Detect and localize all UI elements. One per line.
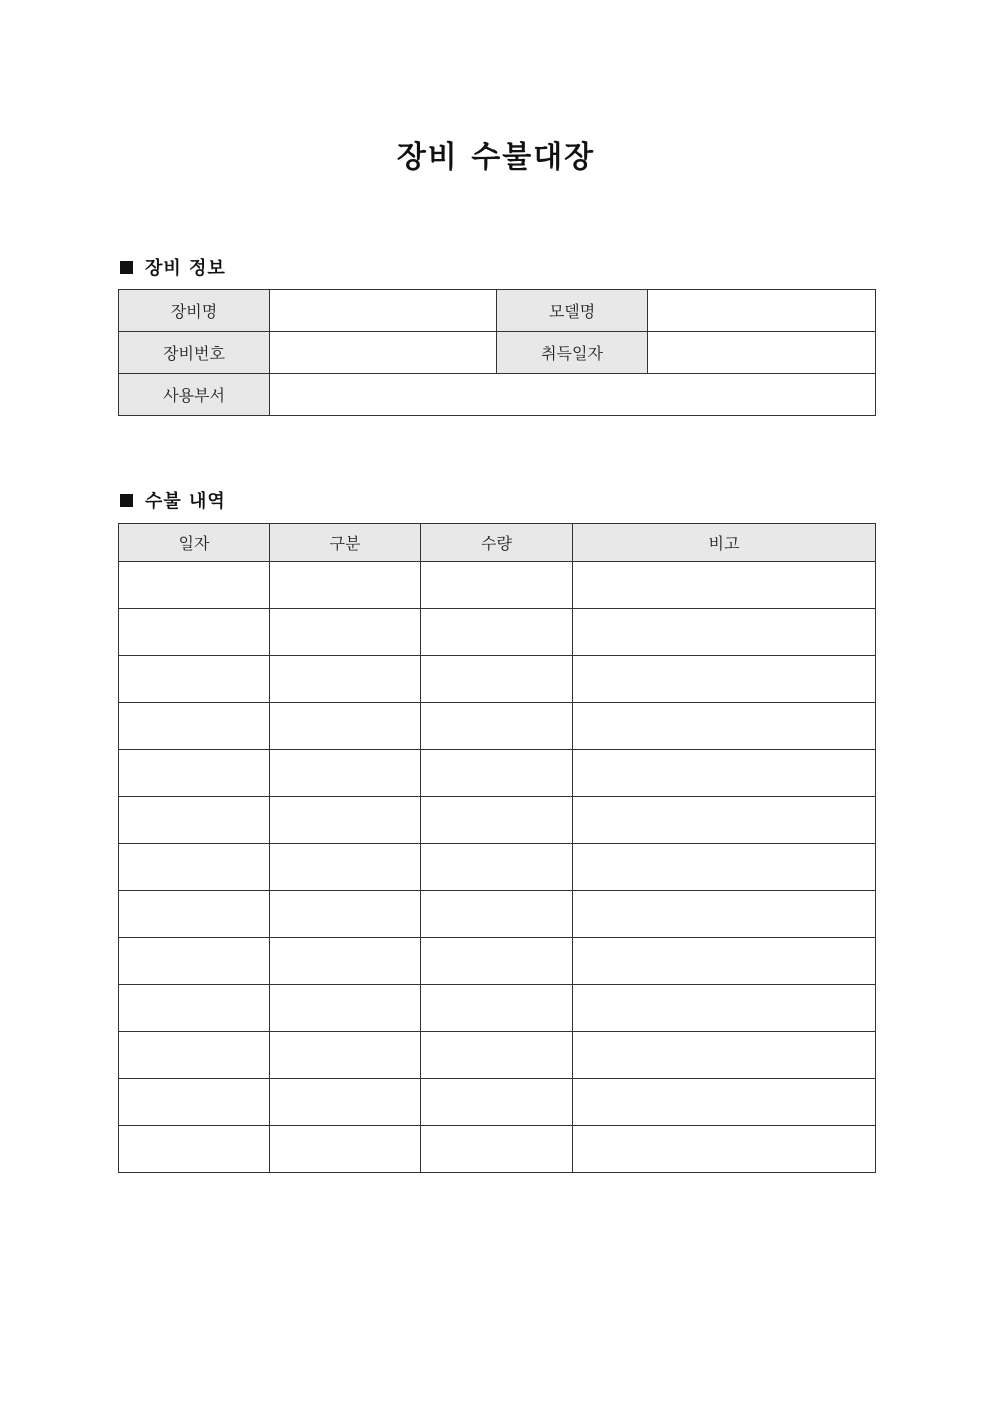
cell-type[interactable]	[270, 609, 421, 656]
cell-type[interactable]	[270, 703, 421, 750]
table-row	[119, 750, 876, 797]
cell-type[interactable]	[270, 1032, 421, 1079]
cell-quantity[interactable]	[421, 1032, 573, 1079]
equipment-name-label: 장비명	[119, 290, 270, 332]
cell-remarks[interactable]	[573, 938, 876, 985]
department-field[interactable]	[270, 374, 876, 416]
cell-quantity[interactable]	[421, 562, 573, 609]
cell-quantity[interactable]	[421, 985, 573, 1032]
table-row	[119, 985, 876, 1032]
cell-remarks[interactable]	[573, 1126, 876, 1173]
column-header-date: 일자	[119, 524, 270, 562]
acquired-date-label: 취득일자	[497, 332, 648, 374]
column-header-remarks: 비고	[573, 524, 876, 562]
cell-type[interactable]	[270, 985, 421, 1032]
equipment-info-table	[118, 289, 876, 416]
cell-remarks[interactable]	[573, 797, 876, 844]
info-row	[119, 374, 876, 416]
cell-date[interactable]	[119, 609, 270, 656]
cell-type[interactable]	[270, 562, 421, 609]
cell-quantity[interactable]	[421, 750, 573, 797]
equipment-info-heading	[120, 254, 226, 280]
cell-remarks[interactable]	[573, 1079, 876, 1126]
cell-type[interactable]	[270, 797, 421, 844]
table-row	[119, 797, 876, 844]
cell-date[interactable]	[119, 938, 270, 985]
cell-date[interactable]	[119, 1126, 270, 1173]
column-header-quantity: 수량	[421, 524, 573, 562]
equipment-info-heading-label: 장비 정보	[145, 258, 226, 279]
square-bullet-icon	[120, 494, 133, 507]
cell-date[interactable]	[119, 891, 270, 938]
equipment-name-field[interactable]	[270, 290, 497, 332]
cell-quantity[interactable]	[421, 703, 573, 750]
document-title: 장비 수불대장	[396, 140, 596, 175]
cell-remarks[interactable]	[573, 562, 876, 609]
cell-type[interactable]	[270, 891, 421, 938]
column-header-type: 구분	[270, 524, 421, 562]
model-name-field[interactable]	[648, 290, 876, 332]
cell-type[interactable]	[270, 656, 421, 703]
cell-quantity[interactable]	[421, 1079, 573, 1126]
table-row	[119, 1079, 876, 1126]
cell-quantity[interactable]	[421, 609, 573, 656]
cell-type[interactable]	[270, 1126, 421, 1173]
cell-date[interactable]	[119, 750, 270, 797]
cell-remarks[interactable]	[573, 844, 876, 891]
cell-quantity[interactable]	[421, 938, 573, 985]
cell-remarks[interactable]	[573, 703, 876, 750]
cell-date[interactable]	[119, 1079, 270, 1126]
department-label: 사용부서	[119, 374, 270, 416]
cell-quantity[interactable]	[421, 844, 573, 891]
cell-quantity[interactable]	[421, 891, 573, 938]
cell-date[interactable]	[119, 797, 270, 844]
cell-date[interactable]	[119, 844, 270, 891]
cell-type[interactable]	[270, 1079, 421, 1126]
cell-date[interactable]	[119, 1032, 270, 1079]
ledger-header-row	[119, 524, 876, 562]
cell-type[interactable]	[270, 844, 421, 891]
ledger-heading-label: 수불 내역	[145, 491, 226, 512]
cell-quantity[interactable]	[421, 797, 573, 844]
cell-remarks[interactable]	[573, 656, 876, 703]
cell-remarks[interactable]	[573, 609, 876, 656]
table-row	[119, 891, 876, 938]
table-row	[119, 938, 876, 985]
equipment-number-label: 장비번호	[119, 332, 270, 374]
acquired-date-field[interactable]	[648, 332, 876, 374]
cell-type[interactable]	[270, 750, 421, 797]
cell-date[interactable]	[119, 703, 270, 750]
cell-quantity[interactable]	[421, 656, 573, 703]
cell-type[interactable]	[270, 938, 421, 985]
cell-remarks[interactable]	[573, 985, 876, 1032]
table-row	[119, 609, 876, 656]
cell-remarks[interactable]	[573, 1032, 876, 1079]
ledger-heading	[120, 487, 226, 513]
equipment-number-field[interactable]	[270, 332, 497, 374]
cell-remarks[interactable]	[573, 750, 876, 797]
table-row	[119, 656, 876, 703]
ledger-body	[119, 562, 876, 1173]
cell-remarks[interactable]	[573, 891, 876, 938]
cell-date[interactable]	[119, 656, 270, 703]
cell-date[interactable]	[119, 562, 270, 609]
table-row	[119, 1032, 876, 1079]
cell-quantity[interactable]	[421, 1126, 573, 1173]
model-name-label: 모델명	[497, 290, 648, 332]
table-row	[119, 562, 876, 609]
info-row	[119, 290, 876, 332]
table-row	[119, 1126, 876, 1173]
square-bullet-icon	[120, 261, 133, 274]
info-row	[119, 332, 876, 374]
cell-date[interactable]	[119, 985, 270, 1032]
ledger-table	[118, 523, 876, 1173]
table-row	[119, 703, 876, 750]
table-row	[119, 844, 876, 891]
